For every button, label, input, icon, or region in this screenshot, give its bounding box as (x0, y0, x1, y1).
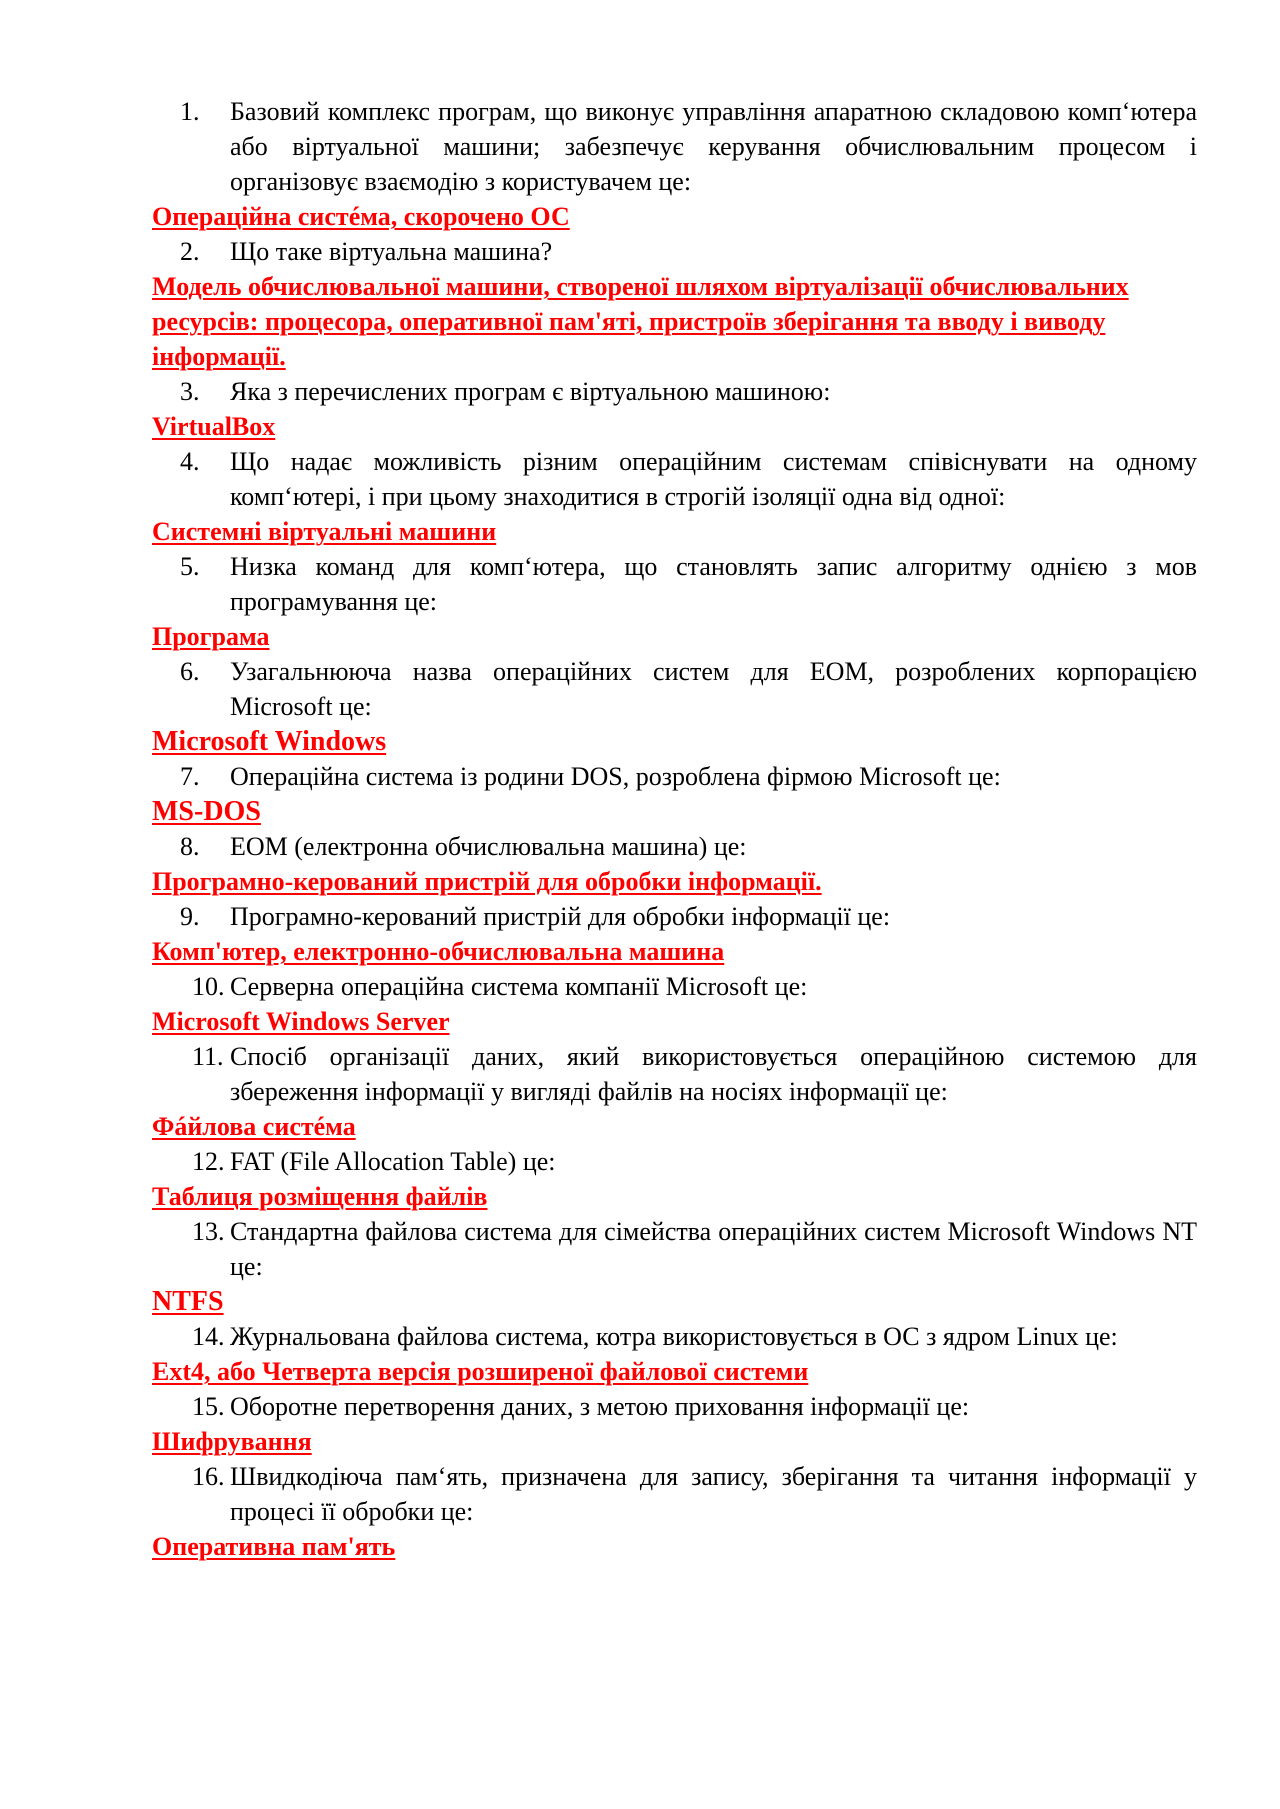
question-number: 11. (192, 1042, 224, 1071)
question-5 (152, 549, 1197, 619)
question-4 (152, 444, 1197, 514)
question-15 (152, 1389, 1197, 1424)
question-number: 16. (192, 1462, 225, 1491)
question-text: Базовий комплекс програм, що виконує управління апаратною складовою комп‘ютера або віртуальної машини; забезпечує керування обчислювальним процесом і організовує взаємодію з користувачем це: (230, 97, 1197, 196)
question-number: 6. (180, 657, 200, 686)
question-8 (152, 829, 1197, 864)
question-number: 7. (180, 762, 200, 791)
question-text: ЕОМ (електронна обчислювальна машина) це: (230, 832, 747, 861)
answer-8: Програмно-керований пристрій для обробки інформації. (152, 867, 822, 896)
question-number: 10. (192, 972, 225, 1001)
question-text: Яка з перечислених програм є віртуальною машиною: (230, 377, 831, 406)
question-number: 4. (180, 447, 200, 476)
question-number: 12. (192, 1147, 225, 1176)
question-number: 14. (192, 1322, 225, 1351)
question-number: 13. (192, 1217, 225, 1246)
question-text: FAT (File Allocation Table) це: (230, 1147, 556, 1176)
answer-15: Шифрування (152, 1427, 312, 1456)
answer-14: Ext4, або Четверта версія розширеної файлової системи (152, 1357, 809, 1386)
question-number: 9. (180, 902, 200, 931)
document-page (152, 94, 1197, 1564)
question-12 (152, 1144, 1197, 1179)
answer-2: Модель обчислювальної машини, створеної шляхом віртуалізації обчислювальних ресурсів: процесора, оперативної пам'яті, пристроїв зберігання та вводу і виводу інформації. (152, 272, 1129, 371)
question-16 (152, 1459, 1197, 1529)
answer-12: Таблиця розміщення файлів (152, 1182, 488, 1211)
question-1 (152, 94, 1197, 199)
question-text: Стандартна файлова система для сімейства операційних систем Microsoft Windows NT це: (230, 1217, 1197, 1281)
answer-1: Операційна систéма, скорочено ОС (152, 202, 570, 231)
question-text: Серверна операційна система компанії Microsoft це: (230, 972, 808, 1001)
answer-16: Оперативна пам'ять (152, 1532, 396, 1561)
question-7 (152, 759, 1197, 794)
question-6 (152, 654, 1197, 724)
answer-11: Фáйлова систéма (152, 1112, 356, 1141)
question-number: 5. (180, 552, 200, 581)
question-text: Програмно-керований пристрій для обробки інформації це: (230, 902, 891, 931)
question-3 (152, 374, 1197, 409)
answer-7: MS-DOS (152, 796, 261, 827)
question-14 (152, 1319, 1197, 1354)
question-number: 2. (180, 237, 200, 266)
answer-4: Системні віртуальні машини (152, 517, 497, 546)
question-text: Журнальована файлова система, котра використовується в ОС з ядром Linux це: (230, 1322, 1118, 1351)
question-number: 15. (192, 1392, 225, 1421)
question-text: Операційна система із родини DOS, розроблена фірмою Microsoft це: (230, 762, 1001, 791)
question-number: 3. (180, 377, 200, 406)
question-text: Що надає можливість різним операційним системам співіснувати на одному комп‘ютері, і при цьому знаходитися в строгій ізоляції одна від одної: (230, 447, 1197, 511)
answer-3: VirtualBox (152, 412, 276, 441)
question-text: Що таке віртуальна машина? (230, 237, 553, 266)
question-text: Спосіб організації даних, який використовується операційною системою для збереження інформації у вигляді файлів на носіях інформації це: (230, 1042, 1197, 1106)
answer-5: Програма (152, 622, 270, 651)
question-text: Узагальнююча назва операційних систем для ЕОМ, розроблених корпорацією Microsoft це: (230, 657, 1197, 721)
question-9 (152, 899, 1197, 934)
question-text: Швидкодіюча пам‘ять, призначена для запису, зберігання та читання інформації у процесі її обробки це: (230, 1462, 1197, 1526)
question-13 (152, 1214, 1197, 1284)
question-2 (152, 234, 1197, 269)
question-number: 8. (180, 832, 200, 861)
question-10 (152, 969, 1197, 1004)
question-text: Оборотне перетворення даних, з метою приховання інформації це: (230, 1392, 970, 1421)
answer-13: NTFS (152, 1286, 224, 1317)
question-11 (152, 1039, 1197, 1109)
answer-6: Microsoft Windows (152, 726, 387, 757)
answer-9: Комп'ютер, електронно-обчислювальна машина (152, 937, 725, 966)
answer-10: Microsoft Windows Server (152, 1007, 450, 1036)
question-text: Низка команд для комп‘ютера, що становлять запис алгоритму однією з мов програмування це: (230, 552, 1197, 616)
question-number: 1. (180, 97, 200, 126)
